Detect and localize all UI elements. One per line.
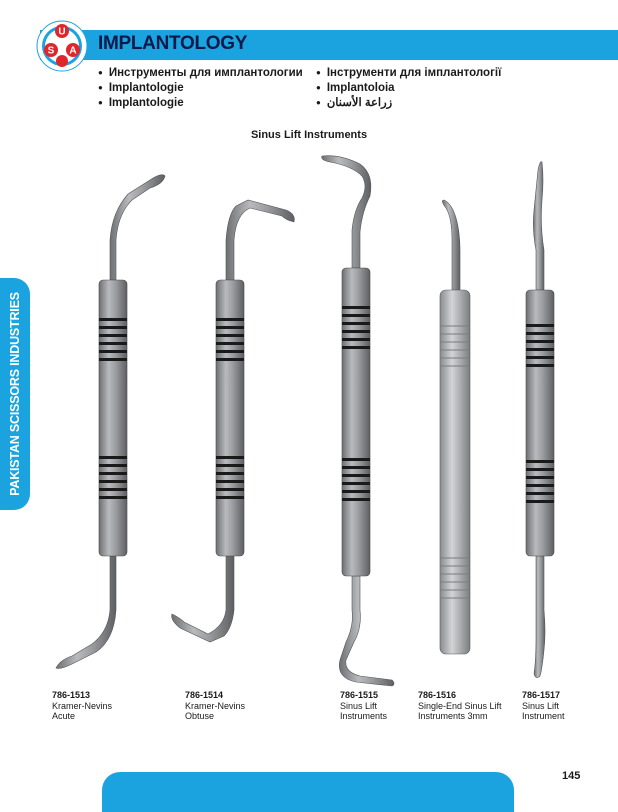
product-code: 786-1514 (185, 690, 224, 700)
lang-german: ● Implantologie (98, 81, 303, 96)
logo-letter-a: A (69, 45, 77, 57)
caption-1513 (52, 690, 112, 722)
instrument-1516 (440, 200, 470, 654)
page-title: IMPLANTOLOGY (98, 33, 248, 54)
instrument-1513 (56, 175, 165, 669)
language-list-left (98, 66, 303, 111)
section-title: Sinus Lift Instruments (250, 129, 368, 141)
product-code: 786-1516 (418, 690, 457, 700)
page-number: 145 (562, 770, 581, 782)
caption-1517 (522, 690, 565, 722)
instruments-illustration (0, 150, 618, 690)
instrument-1515 (322, 156, 394, 686)
product-code: 786-1517 (522, 690, 561, 700)
lang-french: ● Implantologie (98, 96, 303, 111)
product-name: Sinus Lift (340, 700, 378, 711)
lang-other: ● Implantoloia (316, 81, 501, 96)
caption-1514 (185, 690, 245, 722)
caption-1515 (340, 690, 387, 722)
logo-letter-s: S (47, 45, 55, 57)
instrument-1517 (526, 162, 554, 678)
product-variant: Instruments 3mm (418, 711, 488, 721)
product-variant: Instrument (522, 711, 565, 721)
product-name: Sinus Lift (522, 700, 560, 711)
side-tab-label: PAKISTAN SCISSORS INDUSTRIES (8, 292, 22, 496)
product-code: 786-1515 (340, 690, 379, 700)
footer-bar (102, 772, 514, 812)
lang-arabic: ● زراعة الأسنان (316, 96, 501, 111)
product-name: Single-End Sinus Lift (418, 700, 502, 711)
logo-letter-u: U (58, 26, 66, 38)
lang-russian: ● Инструменты для имплантологии (98, 66, 303, 81)
instrument-1514 (172, 200, 295, 642)
product-variant: Acute (52, 711, 76, 721)
usa-dental-logo (36, 20, 88, 72)
product-code: 786-1513 (52, 690, 91, 700)
product-name: Kramer-Nevins (185, 700, 246, 711)
product-variant: Obtuse (185, 711, 215, 721)
product-name: Kramer-Nevins (52, 700, 113, 711)
caption-1516 (418, 690, 502, 722)
lang-ukrainian: ● Інструменти для імплантології (316, 66, 501, 81)
product-variant: Instruments (340, 711, 388, 721)
language-list-right (316, 66, 501, 111)
